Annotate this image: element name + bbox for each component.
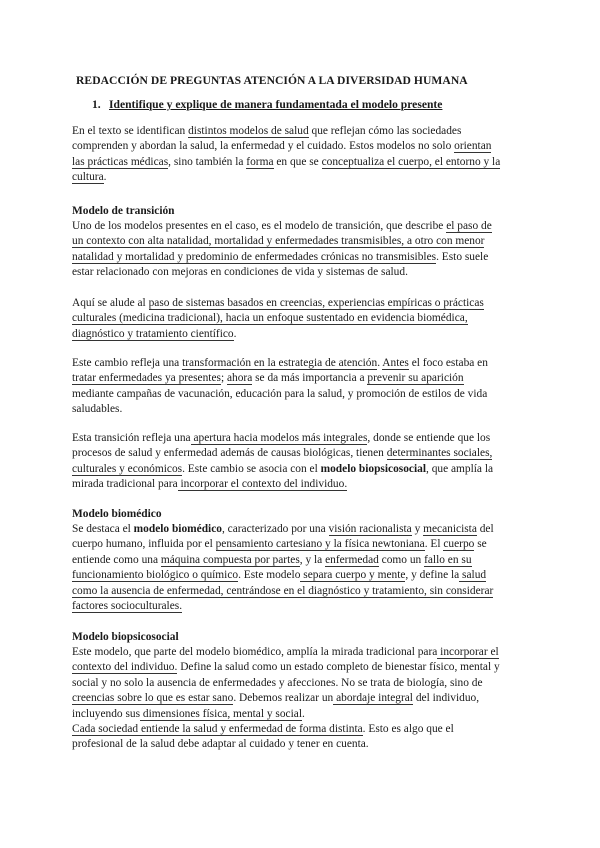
text-segment: Uno de los modelos presentes en el caso, es el modelo de transición, que describe <box>72 220 447 232</box>
text-line <box>72 691 532 706</box>
text-line <box>72 537 532 552</box>
text-segment: , donde se entiende que los <box>367 432 491 444</box>
text-line <box>72 371 532 386</box>
underlined-phrase: conceptualiza el cuerpo, el entorno y la <box>321 155 501 168</box>
question-text: Identifique y explique de manera fundamentada el modelo presente <box>109 98 443 111</box>
text-segment: , caracterizado por una <box>221 523 329 535</box>
underlined-phrase: transformación en la estrategia de atención <box>182 357 378 369</box>
text-segment: En el texto se identifican <box>72 125 189 137</box>
text-line <box>72 477 532 492</box>
heading-modelo-biomedico: Modelo biomédico <box>72 508 162 520</box>
text-segment: , que amplía la <box>426 462 494 475</box>
text-line <box>72 265 532 280</box>
text-segment: incluyendo sus <box>72 707 141 720</box>
underlined-phrase: natalidad y mortalidad y predominio de enfermedades crónicas no transmisibles <box>72 250 437 263</box>
text-line <box>72 139 532 154</box>
text-segment: , y la <box>299 553 326 566</box>
transicion-paragraph-4 <box>72 431 532 493</box>
underlined-phrase: paso de sistemas basados en creencias, experiencias empíricas o prácticas <box>148 297 484 309</box>
bold-term: modelo biomédico <box>133 523 222 535</box>
text-line <box>72 311 532 326</box>
underlined-phrase: factores socioculturales. <box>72 599 183 612</box>
underlined-phrase: ahora <box>226 372 253 385</box>
text-line <box>72 356 532 371</box>
question-number: 1. <box>92 98 101 111</box>
underlined-phrase: prevenir su aparición <box>367 372 464 385</box>
text-segment: procesos de salud y enfermedad además de causas biológicas, tienen <box>72 447 387 460</box>
underlined-phrase: incorporar el <box>437 646 499 658</box>
text-line <box>72 676 532 691</box>
text-segment: . <box>302 707 305 720</box>
text-segment: mediante campañas de vacunación, educación para la salud, y promoción de estilos de vida <box>72 387 488 400</box>
text-segment: Se destaca el <box>72 523 134 535</box>
text-segment: en que se <box>273 155 322 168</box>
text-segment: estar relacionado con mejoras en condiciones de vida y sistemas de salud. <box>72 266 408 279</box>
text-line <box>72 431 532 446</box>
text-segment: que reflejan cómo las sociedades <box>308 125 462 137</box>
underlined-phrase: dimensiones física, mental y social <box>140 707 302 720</box>
underlined-phrase: Cada sociedad entiende la salud y enfermedad de forma distinta <box>72 722 363 735</box>
text-line <box>72 462 532 477</box>
text-segment: entiende como una <box>72 553 161 566</box>
text-line <box>72 402 532 417</box>
underlined-phrase: salud <box>459 569 487 582</box>
text-segment: . <box>377 357 383 369</box>
text-line <box>72 327 532 342</box>
text-line <box>72 568 532 583</box>
text-segment: del <box>476 523 494 535</box>
text-segment: Aquí se alude al <box>72 297 149 309</box>
text-line <box>72 645 532 660</box>
underlined-phrase: un contexto con alta natalidad, mortalidad y enfermedades transmisibles, a otro con menor <box>72 235 485 248</box>
underlined-phrase: como la ausencia de enfermedad, centrándose en el diagnóstico y tratamiento, sin considerar <box>72 584 494 597</box>
question-heading <box>92 97 442 112</box>
underlined-phrase: mecanicista <box>423 523 477 535</box>
text-segment: profesional de la salud debe adaptar al cuidado y tener en cuenta. <box>72 738 369 751</box>
underlined-phrase: cultura <box>72 171 104 184</box>
text-line <box>72 250 532 265</box>
intro-paragraph <box>72 124 532 186</box>
underlined-phrase: cuerpo <box>443 538 475 551</box>
text-segment: comprenden y abordan la salud, la enfermedad y el cuidado. Estos modelos no solo <box>72 140 455 153</box>
underlined-phrase: funcionamiento biológico o químico <box>72 569 239 582</box>
text-segment: . <box>103 171 107 184</box>
transicion-paragraph-3 <box>72 356 532 418</box>
text-line <box>72 170 532 185</box>
text-line <box>72 522 532 537</box>
text-line <box>72 737 532 752</box>
text-line <box>72 296 532 311</box>
transicion-paragraph-1 <box>72 219 532 281</box>
underlined-phrase: creencias sobre lo que es estar sano <box>72 692 234 705</box>
underlined-phrase: fallo en su <box>424 553 472 566</box>
text-segment: se da más importancia a <box>252 372 368 385</box>
text-segment: saludables. <box>72 403 123 416</box>
text-segment: social y no solo la ausencia de enfermedades y afecciones. No se trata de biología, sino de <box>72 676 483 689</box>
transicion-paragraph-2 <box>72 296 532 342</box>
text-segment: . Este cambio se asocia con el <box>182 462 321 475</box>
text-line <box>72 599 532 614</box>
text-segment: . Este modelo <box>238 569 301 582</box>
underlined-phrase: máquina compuesta por partes <box>160 553 300 566</box>
text-segment: , y define la <box>405 569 460 582</box>
text-segment: se <box>474 538 487 551</box>
text-line <box>72 219 532 234</box>
underlined-phrase: separa cuerpo y mente <box>300 569 406 582</box>
underlined-phrase: determinantes sociales, <box>386 447 493 460</box>
text-line <box>72 124 532 139</box>
text-segment: cuerpo humano, influida por el <box>72 538 216 551</box>
text-segment: del individuo, <box>412 692 480 705</box>
text-segment: . El <box>424 538 444 551</box>
underlined-phrase: pensamiento cartesiano y la física newtoniana <box>215 538 425 551</box>
underlined-phrase: tratar enfermedades ya presentes <box>72 372 221 385</box>
underlined-phrase: enfermedad <box>325 553 379 566</box>
biopsicosocial-paragraph-1 <box>72 645 532 753</box>
text-line <box>72 584 532 599</box>
document-title: REDACCIÓN DE PREGUNTAS ATENCIÓN A LA DIVERSIDAD HUMANA <box>76 74 468 87</box>
underlined-phrase: diagnóstico y tratamiento científico <box>72 327 234 340</box>
underlined-phrase: visión racionalista <box>328 523 412 535</box>
text-segment: . Esto suele <box>436 250 489 263</box>
heading-modelo-transicion: Modelo de transición <box>72 205 175 217</box>
heading-modelo-biopsicosocial: Modelo biopsicosocial <box>72 631 179 643</box>
text-segment: Este cambio refleja una <box>72 357 183 369</box>
underlined-phrase: abordaje integral <box>333 692 413 705</box>
text-segment: , sino también la <box>168 155 247 168</box>
underlined-phrase: culturales y económicos <box>72 462 183 475</box>
underlined-phrase: orientan <box>454 140 492 153</box>
text-segment: . Esto es algo que el <box>362 722 454 735</box>
text-line <box>72 155 532 170</box>
biomedico-paragraph-1 <box>72 522 532 614</box>
underlined-phrase: contexto del individuo. <box>72 661 178 674</box>
bold-term: modelo biopsicosocial <box>320 462 426 475</box>
underlined-phrase: incorporar el contexto del individuo. <box>177 478 348 491</box>
underlined-phrase: culturales (medicina tradicional), hacia un enfoque sustentado en evidencia biomédica, <box>72 312 468 325</box>
text-segment: . Debemos realizar un <box>233 692 334 705</box>
text-segment: Esta transición refleja una <box>72 432 191 444</box>
text-line <box>72 553 532 568</box>
text-segment: como un <box>378 553 425 566</box>
underlined-phrase: las prácticas médicas <box>72 155 169 168</box>
text-segment: mirada tradicional para <box>72 478 178 491</box>
text-line <box>72 707 532 722</box>
text-line <box>72 446 532 461</box>
text-segment: y <box>411 523 424 535</box>
underlined-phrase: distintos modelos de salud <box>188 125 309 137</box>
text-line <box>72 722 532 737</box>
text-segment: Define la salud como un estado completo de bienestar físico, mental y <box>177 661 500 674</box>
text-line <box>72 234 532 249</box>
text-line <box>72 660 532 675</box>
text-segment: ; <box>220 372 227 385</box>
text-segment: . <box>233 327 237 340</box>
underlined-phrase: Antes <box>382 357 409 369</box>
underlined-phrase: el paso de <box>446 220 492 232</box>
underlined-phrase: apertura hacia modelos más integrales <box>190 432 368 444</box>
text-segment: el foco estaba en <box>408 357 488 369</box>
text-segment: Este modelo, que parte del modelo biomédico, amplía la mirada tradicional para <box>72 646 438 658</box>
text-line <box>72 387 532 402</box>
underlined-phrase: forma <box>246 155 274 168</box>
